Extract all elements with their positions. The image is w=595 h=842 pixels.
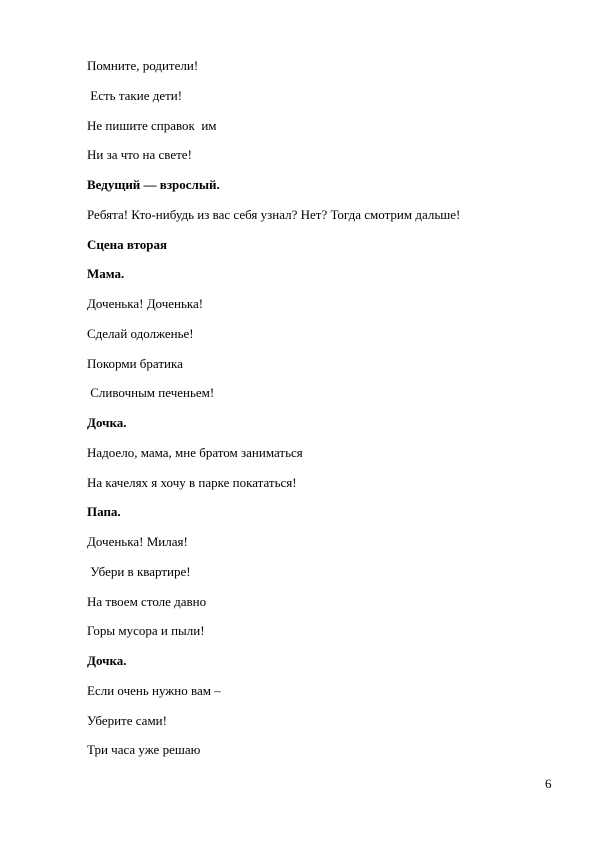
text-line: Есть такие дети!	[87, 88, 183, 103]
text-line: Ребята! Кто-нибудь из вас себя узнал? Нет? Тогда смотрим дальше!	[87, 207, 461, 222]
speaker-heading: Мама.	[87, 266, 125, 281]
speaker-heading: Дочка.	[87, 653, 127, 668]
text-line: Сделай одолженье!	[87, 326, 194, 341]
text-line: Помните, родители!	[87, 58, 199, 73]
text-line: Ни за что на свете!	[87, 147, 192, 162]
text-line: На качелях я хочу в парке покататься!	[87, 475, 297, 490]
text-line: Доченька! Милая!	[87, 534, 188, 549]
speaker-heading: Папа.	[87, 504, 121, 519]
text-line: Уберите сами!	[87, 713, 167, 728]
text-line: На твоем столе давно	[87, 594, 207, 609]
text-line: Убери в квартире!	[87, 564, 191, 579]
scene-heading: Сцена вторая	[87, 237, 168, 252]
page-number: 6	[545, 776, 552, 791]
text-line: Надоело, мама, мне братом заниматься	[87, 445, 303, 460]
speaker-heading: Ведущий — взрослый.	[87, 177, 220, 192]
text-line: Горы мусора и пыли!	[87, 623, 205, 638]
text-line: Покорми братика	[87, 356, 183, 371]
text-line: Сливочным печеньем!	[87, 385, 215, 400]
text-line: Три часа уже решаю	[87, 742, 201, 757]
speaker-heading: Дочка.	[87, 415, 127, 430]
text-line: Доченька! Доченька!	[87, 296, 204, 311]
text-line: Не пишите справок им	[87, 118, 217, 133]
text-line: Если очень нужно вам –	[87, 683, 221, 698]
